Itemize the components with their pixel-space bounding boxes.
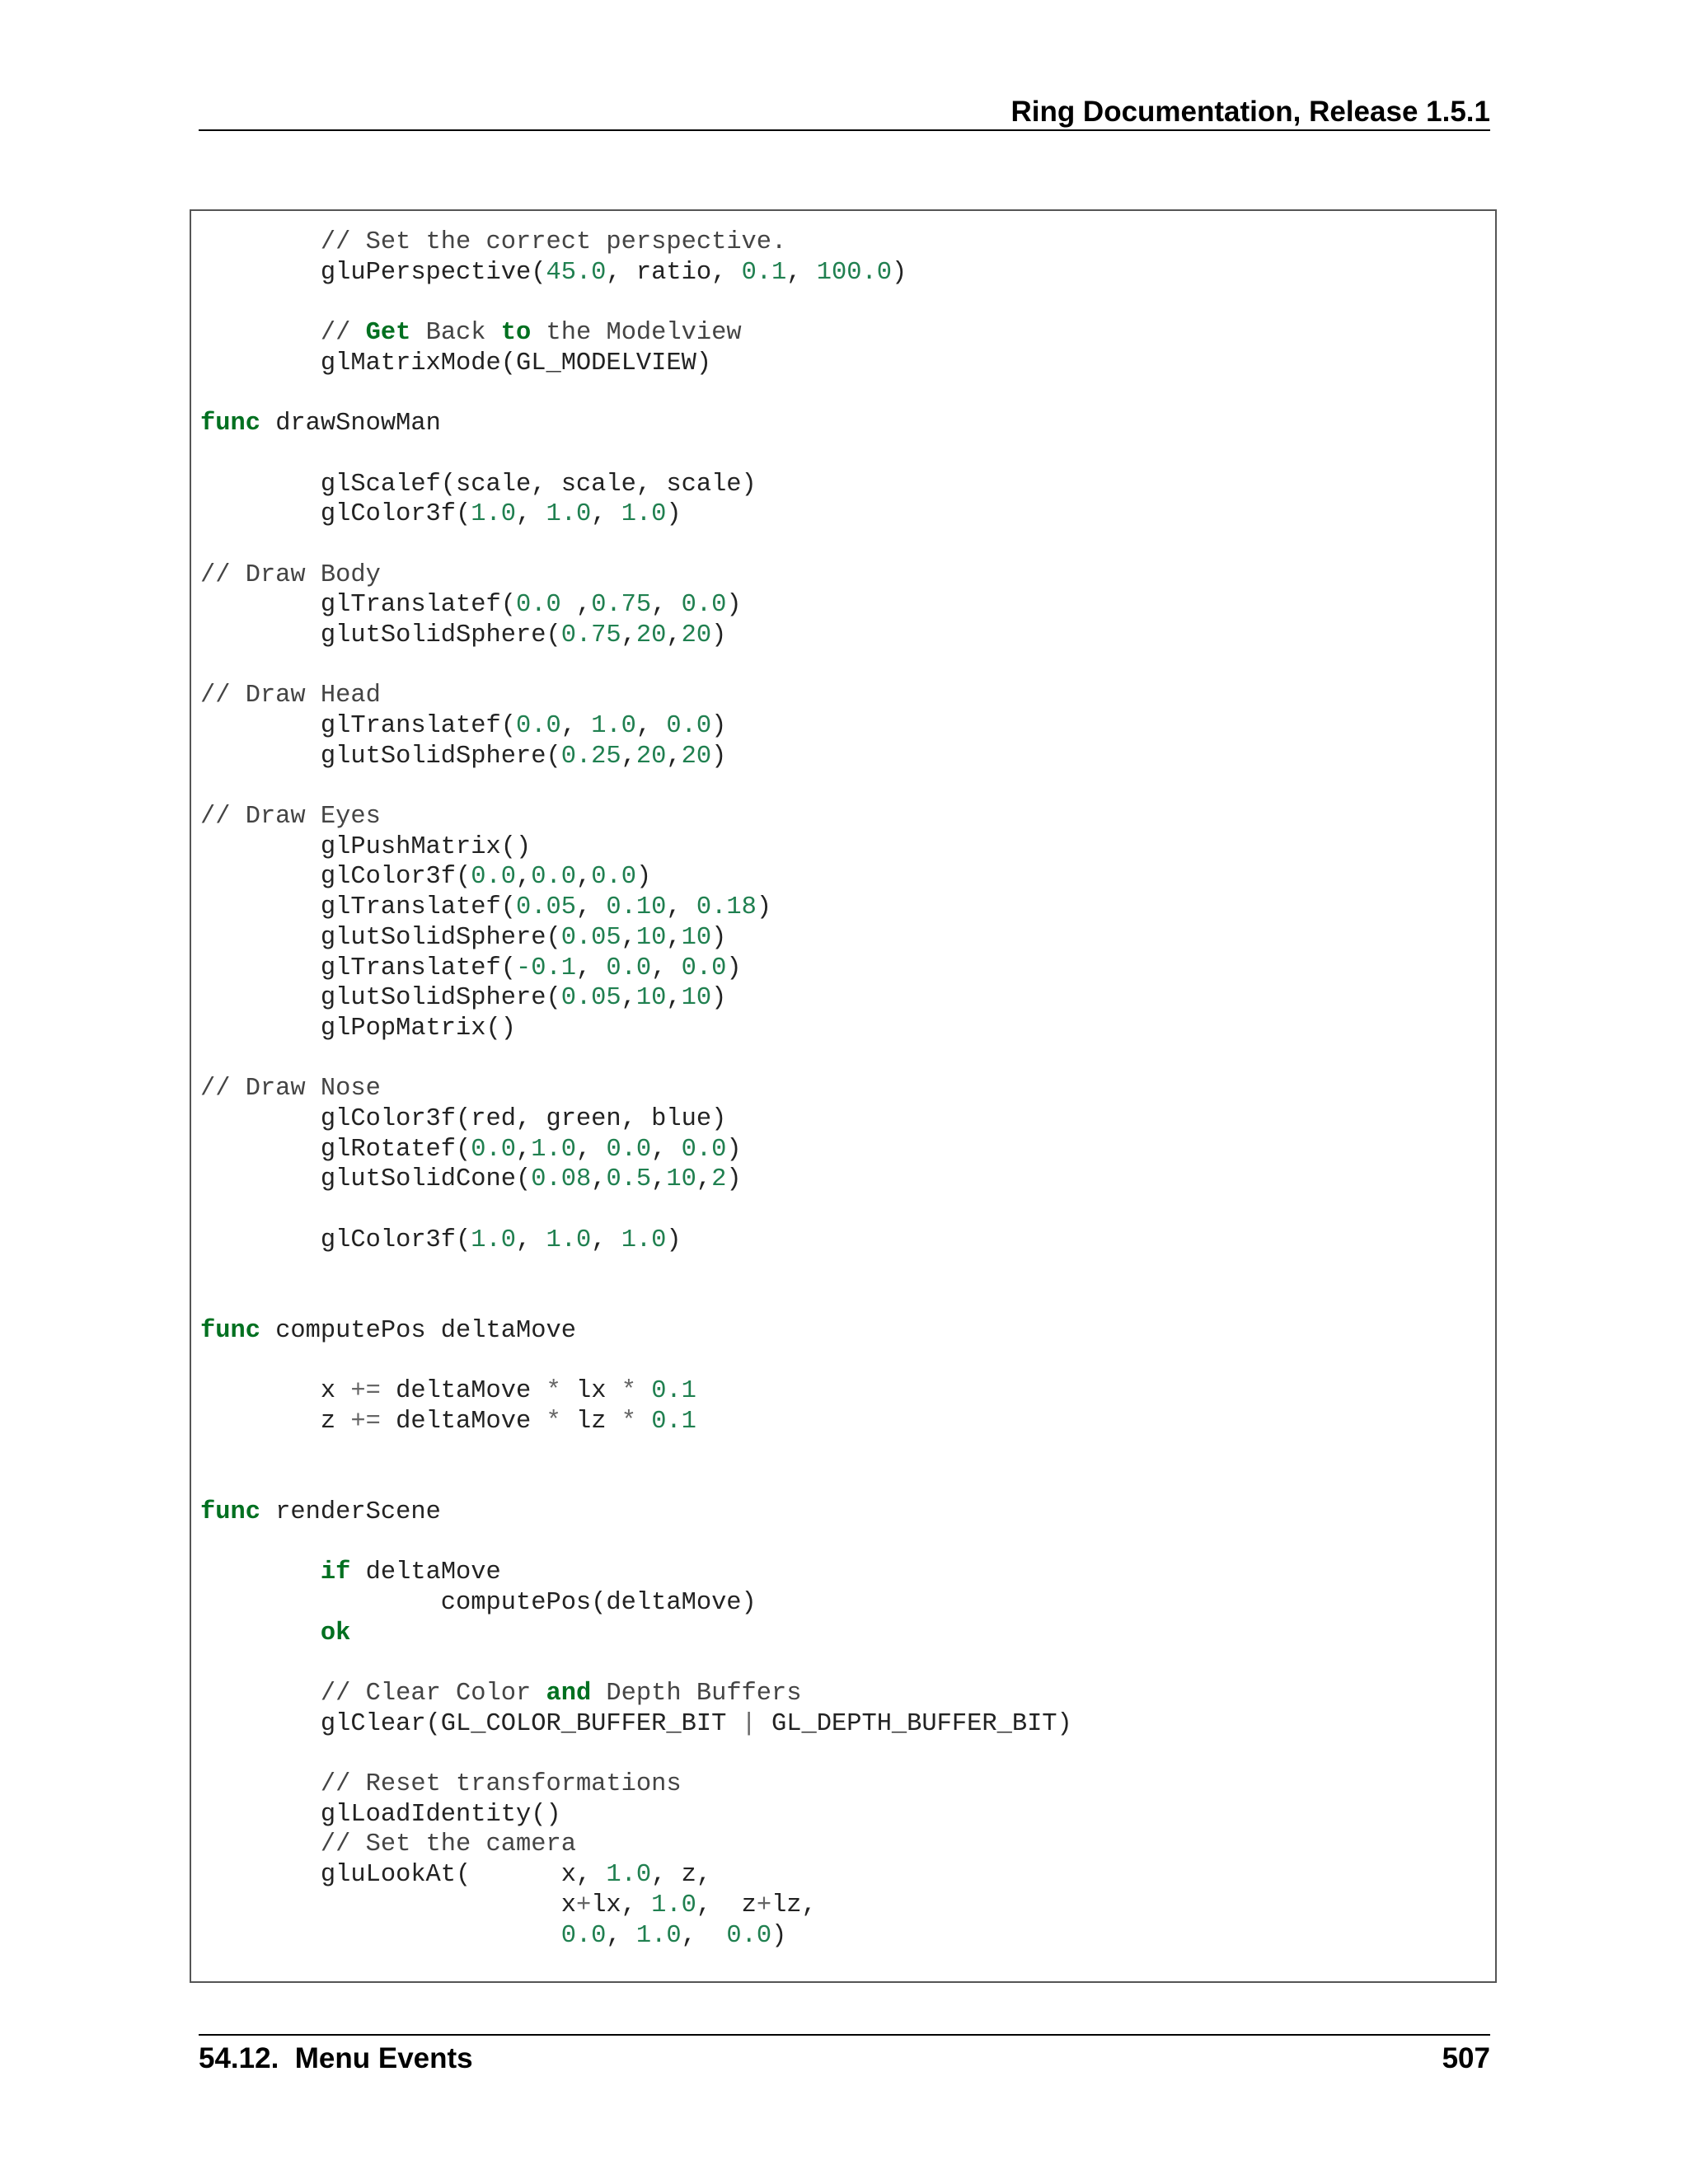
code-line [200, 1648, 1072, 1679]
code-token: computePos deltaMove [260, 1316, 576, 1345]
code-token: , [666, 923, 682, 952]
code-token [200, 319, 321, 347]
code-token: glutSolidCone( [200, 1165, 532, 1194]
code-token: 0.0 [531, 863, 576, 892]
code-token: glutSolidSphere( [200, 742, 561, 771]
code-token: if [320, 1558, 351, 1587]
code-token [200, 1770, 321, 1798]
code-line [200, 409, 1072, 439]
code-line [200, 832, 1072, 863]
code-line [200, 893, 1072, 923]
code-token: , [591, 1165, 607, 1194]
code-token: glLoadIdentity() [200, 1800, 561, 1829]
code-token: , [651, 1135, 682, 1164]
code-token: ) [711, 621, 727, 649]
code-token: , [651, 591, 682, 620]
code-token: 0.0 [471, 1135, 516, 1164]
code-token: , [575, 954, 607, 982]
code-token: 1.0 [546, 1226, 592, 1254]
code-token: , ratio, [606, 258, 742, 287]
code-line [200, 651, 1072, 682]
code-line [200, 621, 1072, 651]
code-line [200, 439, 1072, 470]
code-line [200, 1830, 1072, 1860]
code-token [200, 228, 321, 256]
code-line [200, 349, 1072, 379]
code-token: , [651, 954, 682, 982]
code-token: , [516, 1135, 532, 1164]
code-token: renderScene [260, 1497, 441, 1526]
code-line [200, 1135, 1072, 1165]
footer-rule [199, 2034, 1490, 2036]
code-token: , z, [651, 1861, 712, 1890]
code-token [200, 1558, 321, 1586]
code-line [200, 530, 1072, 560]
code-token: func [200, 1316, 260, 1345]
code-line [200, 470, 1072, 500]
code-token: + [756, 1891, 772, 1919]
code-line [200, 1226, 1072, 1256]
code-line [200, 983, 1072, 1014]
code-token: 0.18 [696, 893, 757, 922]
code-token [636, 1408, 651, 1436]
code-token: 1.0 [606, 1861, 652, 1890]
code-token: glScalef(scale, scale, scale) [200, 470, 757, 499]
code-listing [200, 227, 1072, 1951]
code-line [200, 862, 1072, 893]
code-token: glColor3f( [200, 863, 471, 892]
code-token: , [621, 621, 636, 649]
code-token: 0.0 [666, 712, 712, 740]
code-token: 0.75 [560, 621, 621, 649]
code-token: ) [771, 1921, 787, 1950]
code-token: 0.0 [681, 591, 727, 620]
code-line [200, 742, 1072, 772]
code-token: func [200, 1497, 260, 1526]
code-token: Depth Buffers [591, 1680, 802, 1708]
code-token: 0.0 [515, 712, 561, 740]
code-token: Back [410, 319, 501, 348]
code-token: ) [711, 742, 727, 771]
code-token: ) [666, 500, 682, 529]
code-token: , [575, 863, 592, 892]
code-token: computePos(deltaMove) [200, 1588, 757, 1617]
code-token: , [575, 1135, 607, 1164]
code-token: lx, [591, 1891, 652, 1919]
code-token: 10 [666, 1165, 696, 1194]
code-token: 1.0 [635, 1921, 682, 1950]
code-token: , [666, 984, 682, 1013]
code-line [200, 1014, 1072, 1044]
code-line [200, 711, 1072, 742]
page-header [199, 92, 1490, 132]
code-token: 10 [635, 923, 667, 952]
code-line [200, 227, 1072, 258]
code-token: z [200, 1407, 351, 1436]
code-token: 10 [681, 984, 712, 1013]
code-line [200, 590, 1072, 621]
code-token: 0.0 [606, 954, 652, 982]
code-token: * [621, 1407, 636, 1436]
code-token: , [575, 893, 607, 922]
code-line [200, 1497, 1072, 1528]
code-line [200, 1376, 1072, 1407]
code-token: | [741, 1709, 757, 1738]
code-token: glutSolidSphere( [200, 984, 561, 1013]
code-token: , z [696, 1891, 757, 1919]
code-block [190, 209, 1497, 1983]
code-token: glutSolidSphere( [200, 621, 561, 649]
code-line [200, 499, 1072, 530]
code-line [200, 1679, 1072, 1709]
code-token: glTranslatef( [200, 712, 516, 740]
code-token: ) [635, 863, 652, 892]
code-token: 0.05 [560, 923, 621, 952]
code-token: , [591, 500, 621, 529]
code-token: , [666, 742, 682, 771]
code-token: lz, [771, 1891, 817, 1919]
code-line [200, 1891, 1072, 1921]
code-token: gluLookAt( x, [200, 1861, 607, 1890]
code-token: glMatrixMode(GL_MODELVIEW) [200, 349, 712, 377]
code-token: ) [726, 591, 742, 620]
code-token: lx [560, 1377, 621, 1406]
code-token: // Set the camera [320, 1830, 576, 1859]
code-token: 0.0 [726, 1921, 772, 1950]
code-token: , [606, 1921, 636, 1950]
code-token: 20 [635, 742, 667, 771]
code-token: , [635, 712, 667, 740]
code-token: 1.0 [621, 500, 667, 529]
code-token [200, 1922, 561, 1950]
code-token: ) [726, 1165, 742, 1194]
code-token: the Modelview [531, 319, 742, 348]
page-number: 507 [1442, 2042, 1490, 2074]
code-line [200, 802, 1072, 832]
code-token: glRotatef( [200, 1135, 471, 1164]
code-line [200, 1769, 1072, 1800]
code-token: , [560, 712, 592, 740]
code-token: func [200, 410, 260, 438]
code-token: glTranslatef( [200, 893, 516, 922]
code-token: , [651, 1165, 667, 1194]
code-token: 1.0 [591, 712, 636, 740]
code-token: -0.1 [515, 954, 576, 982]
code-token: deltaMove [380, 1407, 546, 1436]
document-title: Ring Documentation, Release 1.5.1 [1010, 96, 1490, 128]
code-token: , [696, 1165, 712, 1194]
code-line [200, 1044, 1072, 1075]
code-line [200, 1346, 1072, 1376]
code-token: 0.1 [651, 1377, 696, 1406]
code-token: 1.0 [651, 1891, 696, 1919]
code-token: 20 [681, 742, 712, 771]
code-token: += [350, 1407, 381, 1436]
code-token: , [621, 984, 636, 1013]
code-line [200, 1255, 1072, 1286]
code-token: + [575, 1891, 592, 1919]
code-token: // Reset transformations [320, 1770, 682, 1799]
code-line [200, 1800, 1072, 1830]
code-token: GL_DEPTH_BUFFER_BIT) [756, 1709, 1072, 1738]
code-line [200, 1104, 1072, 1135]
code-token: , [621, 742, 636, 771]
code-token: glTranslatef( [200, 591, 516, 620]
code-token: ) [891, 258, 907, 287]
code-line [200, 1407, 1072, 1437]
code-token: // Clear Color [320, 1680, 546, 1708]
code-token: ) [711, 984, 727, 1013]
code-token: 0.05 [560, 984, 621, 1013]
code-token: 0.05 [515, 893, 576, 922]
code-token: 0.10 [606, 893, 667, 922]
code-token: 0.0 [681, 1135, 727, 1164]
code-token: deltaMove [380, 1377, 546, 1406]
code-token: glColor3f( [200, 1226, 471, 1254]
code-token: // Draw Body [200, 560, 381, 589]
code-token: * [621, 1377, 636, 1406]
code-token: // [320, 319, 366, 348]
code-token: 0.75 [591, 591, 652, 620]
code-token [200, 1830, 321, 1858]
code-token: 1.0 [531, 1135, 576, 1164]
code-token: lz [560, 1407, 621, 1436]
code-token: glutSolidSphere( [200, 923, 561, 952]
code-line [200, 771, 1072, 802]
code-token: 20 [681, 621, 712, 649]
code-line [200, 1558, 1072, 1588]
code-token: x [200, 1891, 576, 1919]
code-token: += [350, 1377, 381, 1406]
code-line [200, 1860, 1072, 1891]
code-token: 0.0 [515, 591, 561, 620]
code-line [200, 1588, 1072, 1619]
code-token: // Set the correct perspective. [320, 228, 787, 256]
code-token: 45.0 [546, 258, 607, 287]
code-token: , [786, 258, 817, 287]
code-token: 10 [681, 923, 712, 952]
code-token: glPopMatrix() [200, 1014, 516, 1043]
code-token: 0.25 [560, 742, 621, 771]
code-token: 2 [711, 1165, 727, 1194]
code-line [200, 1921, 1072, 1952]
code-token: , [666, 621, 682, 649]
code-token: 1.0 [471, 1226, 516, 1254]
code-token: 0.0 [471, 863, 516, 892]
code-token [200, 1619, 321, 1647]
code-line [200, 258, 1072, 288]
code-line [200, 1709, 1072, 1740]
code-token: 0.0 [591, 863, 636, 892]
code-token: 0.1 [741, 258, 787, 287]
code-token: , [516, 500, 546, 529]
code-token: // Draw Nose [200, 1075, 381, 1104]
code-token [636, 1377, 651, 1405]
code-token: glClear(GL_COLOR_BUFFER_BIT [200, 1709, 742, 1738]
code-line [200, 1467, 1072, 1497]
code-token: ) [756, 893, 772, 922]
code-token: 100.0 [816, 258, 892, 287]
code-token: , [621, 923, 636, 952]
code-line [200, 1528, 1072, 1558]
code-token: deltaMove [350, 1558, 501, 1587]
code-token: // Draw Head [200, 682, 381, 710]
code-line [200, 681, 1072, 711]
code-token: * [546, 1377, 561, 1406]
code-token: drawSnowMan [260, 410, 441, 438]
code-token: 1.0 [546, 500, 592, 529]
code-token: to [500, 319, 532, 348]
code-token: glColor3f( [200, 500, 471, 529]
code-token [200, 1680, 321, 1708]
code-token: , [666, 893, 696, 922]
code-line [200, 954, 1072, 984]
code-token: , [560, 591, 592, 620]
code-token: 10 [635, 984, 667, 1013]
code-token: Get [365, 319, 411, 348]
header-rule [199, 129, 1490, 131]
code-token: glTranslatef( [200, 954, 516, 982]
code-line [200, 923, 1072, 954]
code-token: ) [726, 1135, 742, 1164]
code-token: 0.1 [651, 1407, 696, 1436]
code-line [200, 1286, 1072, 1316]
code-line [200, 1437, 1072, 1468]
code-line [200, 1619, 1072, 1649]
code-line [200, 1195, 1072, 1226]
code-token: * [546, 1407, 561, 1436]
code-token: glPushMatrix() [200, 832, 532, 861]
code-line [200, 1739, 1072, 1769]
code-line [200, 378, 1072, 409]
code-token: 20 [635, 621, 667, 649]
code-token: ) [711, 712, 727, 740]
code-token: 0.08 [531, 1165, 592, 1194]
code-token: 0.0 [560, 1921, 607, 1950]
code-token: , [591, 1226, 621, 1254]
code-token: gluPerspective( [200, 258, 546, 287]
code-token: and [546, 1680, 592, 1708]
code-line [200, 1074, 1072, 1104]
footer-section-title: 54.12. Menu Events [199, 2042, 473, 2074]
code-token: ok [320, 1619, 351, 1647]
code-line [200, 560, 1072, 591]
code-token: 1.0 [471, 500, 516, 529]
code-token: , [681, 1921, 727, 1950]
code-token: ) [666, 1226, 682, 1254]
code-token: 1.0 [621, 1226, 667, 1254]
code-token: ) [711, 923, 727, 952]
code-token: 0.0 [681, 954, 727, 982]
code-line [200, 318, 1072, 349]
code-token: ) [726, 954, 742, 982]
code-token: 0.5 [606, 1165, 652, 1194]
code-token: , [516, 863, 532, 892]
code-line [200, 288, 1072, 318]
code-token: // Draw Eyes [200, 803, 381, 832]
code-token: 0.0 [606, 1135, 652, 1164]
code-token: glColor3f(red, green, blue) [200, 1104, 727, 1133]
code-line [200, 1316, 1072, 1347]
code-token: , [516, 1226, 546, 1254]
code-line [200, 1165, 1072, 1195]
code-token: x [200, 1377, 351, 1406]
